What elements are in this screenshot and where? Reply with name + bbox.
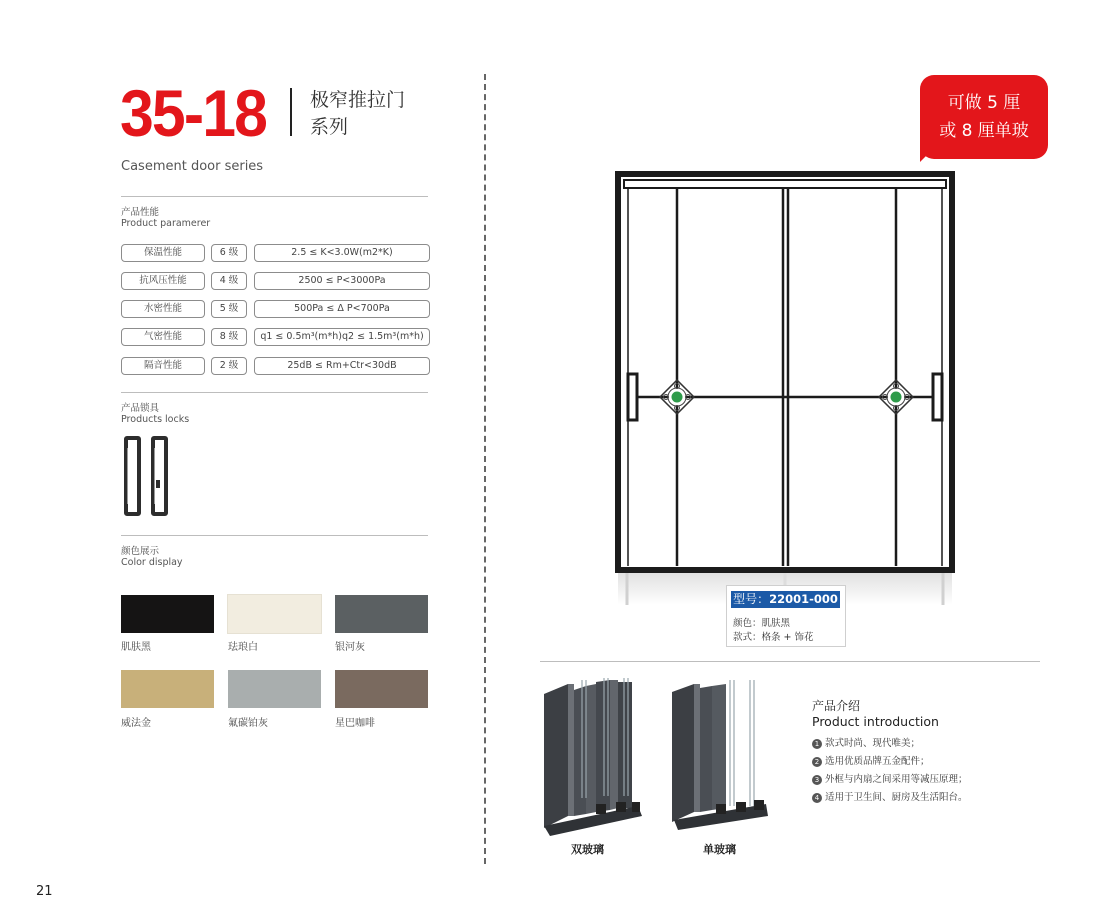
param-value: 2500 ≤ P<3000Pa [254, 272, 430, 290]
performance-row [121, 357, 428, 375]
performance-title-en: Product paramerer [121, 218, 211, 229]
param-name: 保温性能 [121, 244, 205, 262]
swatch-label: 珐琅白 [228, 642, 258, 653]
swatch-label: 星巴咖啡 [335, 718, 375, 729]
param-grade: 2 级 [211, 357, 247, 375]
number-bullet-icon: 3 [812, 775, 822, 785]
color-swatch-gold [121, 670, 214, 708]
series-title [310, 87, 405, 141]
section-divider [121, 392, 428, 393]
param-name: 隔音性能 [121, 357, 205, 375]
color-swatch-platinum [228, 670, 321, 708]
swatch-label: 银河灰 [335, 642, 365, 653]
single-glass-label: 单玻璃 [703, 843, 736, 856]
intro-item-text: 选用优质品牌五金配件； [825, 756, 930, 767]
section-divider [121, 196, 428, 197]
double-glass-label: 双玻璃 [571, 843, 604, 856]
number-bullet-icon: 4 [812, 793, 822, 803]
performance-title-cn: 产品性能 [121, 207, 160, 218]
model-style: 款式：格条 + 饰花 [733, 632, 814, 643]
color-swatch-white [228, 595, 321, 633]
series-title-line2: 系列 [310, 116, 349, 138]
intro-list-item [812, 771, 968, 785]
door-illustration [610, 168, 960, 608]
color-swatch-black [121, 595, 214, 633]
locks-title-en: Products locks [121, 414, 190, 425]
intro-item-text: 适用于卫生间、厨房及生活阳台。 [825, 792, 968, 803]
model-code: 22001-000 [769, 592, 838, 606]
performance-row [121, 272, 428, 290]
series-title-line1: 极窄推拉门 [310, 89, 406, 111]
performance-row [121, 244, 428, 262]
page-number: 21 [36, 884, 53, 899]
intro-list-item [812, 789, 968, 803]
color-swatch-gray [335, 595, 428, 633]
param-value: q1 ≤ 0.5m³(m*h)q2 ≤ 1.5m³(m*h) [254, 328, 430, 346]
model-label: 型号： [733, 592, 770, 606]
param-name: 抗风压性能 [121, 272, 205, 290]
lock-handle-image [151, 436, 168, 516]
param-value: 2.5 ≤ K<3.0W(m2*K) [254, 244, 430, 262]
lock-handle-image [124, 436, 141, 516]
intro-title-cn: 产品介绍 [812, 699, 861, 713]
number-bullet-icon: 2 [812, 757, 822, 767]
param-grade: 8 级 [211, 328, 247, 346]
param-value: 25dB ≤ Rm+Ctr<30dB [254, 357, 430, 375]
locks-title-cn: 产品锁具 [121, 403, 160, 414]
double-glass-profile-image [538, 676, 648, 836]
badge-line2: 或 8 厘单玻 [939, 121, 1029, 141]
performance-row [121, 328, 428, 346]
title-separator [290, 88, 292, 136]
number-bullet-icon: 1 [812, 739, 822, 749]
swatch-label: 氟碳铂灰 [228, 718, 268, 729]
colors-title-cn: 颜色展示 [121, 546, 160, 557]
param-name: 气密性能 [121, 328, 205, 346]
series-subtitle: Casement door series [121, 159, 264, 174]
swatch-label: 肌肤黑 [121, 642, 151, 653]
intro-item-text: 款式时尚、现代唯美； [825, 738, 921, 749]
single-glass-profile-image [668, 676, 778, 836]
model-color: 颜色：肌肤黑 [733, 618, 791, 629]
section-divider [121, 535, 428, 536]
swatch-label: 威法金 [121, 718, 151, 729]
model-tag [731, 591, 840, 608]
column-divider [484, 74, 486, 864]
param-name: 水密性能 [121, 300, 205, 318]
model-number: 35-18 [120, 76, 267, 150]
intro-item-text: 外框与内扇之间采用等减压原理； [825, 774, 968, 785]
section-divider [540, 661, 1040, 662]
param-grade: 4 级 [211, 272, 247, 290]
intro-title-en: Product introduction [812, 714, 939, 729]
intro-list-item [812, 753, 930, 767]
color-swatch-coffee [335, 670, 428, 708]
colors-title-en: Color display [121, 557, 183, 568]
model-info-box [726, 585, 846, 647]
performance-row [121, 300, 428, 318]
intro-list-item [812, 735, 920, 749]
glass-option-badge [920, 75, 1048, 159]
param-value: 500Pa ≤ Δ P<700Pa [254, 300, 430, 318]
param-grade: 5 级 [211, 300, 247, 318]
param-grade: 6 级 [211, 244, 247, 262]
badge-line1: 可做 5 厘 [947, 93, 1021, 113]
